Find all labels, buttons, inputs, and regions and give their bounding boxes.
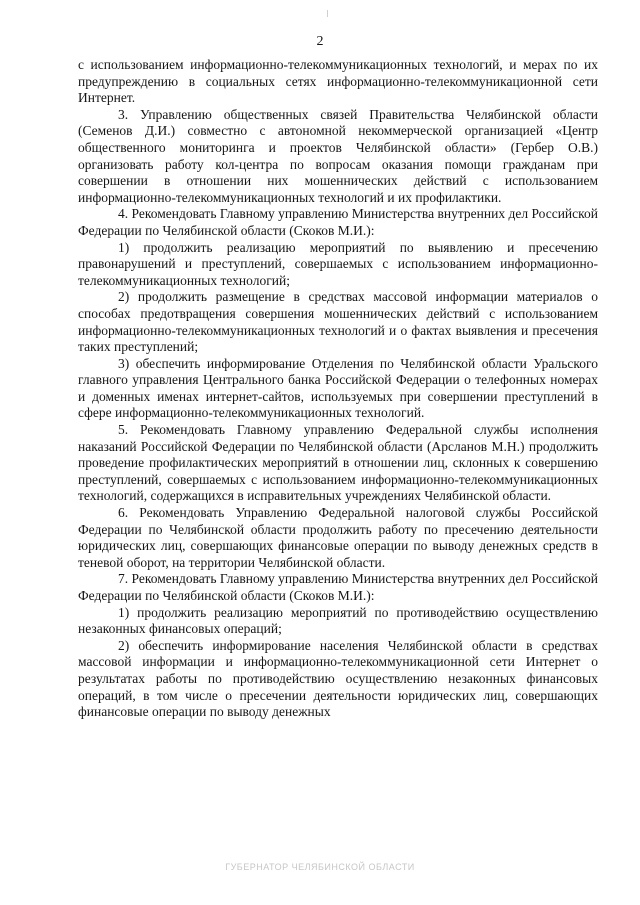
scan-mark — [327, 10, 328, 17]
paragraph-item-3: 3. Управлению общественных связей Правительства Челябинской области (Семенов Д.И.) совместно с автономной некоммерческой организацией «Центр общественного мониторинга и проектов Челябинской области» (Гербер О.В.) организовать работу кол-центра по вопросам оказания помощи гражданам при совершении в отношении них мошеннических действий с использованием информационно-телекоммуникационных технологий и их профилактики. — [78, 106, 598, 205]
paragraph-item-4: 4. Рекомендовать Главному управлению Министерства внутренних дел Российской Федерации по Челябинской области (Скоков М.И.): — [78, 206, 598, 238]
document-body — [78, 57, 598, 721]
paragraph-item-7-2: 2) обеспечить информирование населения Челябинской области в средствах массовой информации и информационно-телекоммуникационной сети Интернет о результатах работы по противодействию осуществлению незаконных финансовых операций, в том числе о пресечении деятельности юридических лиц, совершающих финансовые операции по выводу денежных — [78, 637, 598, 720]
paragraph-item-7: 7. Рекомендовать Главному управлению Министерства внутренних дел Российской Федерации по Челябинской области (Скоков М.И.): — [78, 571, 598, 603]
paragraph-item-4-2: 2) продолжить размещение в средствах массовой информации материалов о способах предотвращения совершения мошеннических действий с использованием информационно-телекоммуникационных технологий и о фактах выявления и пресечения таких преступлений; — [78, 289, 598, 355]
paragraph-item-6: 6. Рекомендовать Управлению Федеральной налоговой службы Российской Федерации по Челябинской области продолжить работу по пресечению деятельности юридических лиц, совершающих финансовые операции по выводу денежных средств в теневой оборот, на территории Челябинской области. — [78, 505, 598, 570]
paragraph-item-4-3: 3) обеспечить информирование Отделения по Челябинской области Уральского главного управления Центрального банка Российской Федерации о телефонных номерах и доменных именах интернет-сайтов, используемых при совершении преступлений в сфере информационно-телекоммуникационных технологий. — [78, 355, 598, 421]
paragraph-item-7-1: 1) продолжить реализацию мероприятий по противодействию осуществлению незаконных финансовых операций; — [78, 604, 598, 637]
page-number: 2 — [316, 34, 324, 49]
footer-stamp: ГУБЕРНАТОР ЧЕЛЯБИНСКОЙ ОБЛАСТИ — [225, 862, 415, 872]
paragraph-continuation: с использованием информационно-телекоммуникационных технологий, и мерах по их предупреждению в социальных сетях информационно-телекоммуникационной сети Интернет. — [78, 57, 598, 106]
paragraph-item-5: 5. Рекомендовать Главному управлению Федеральной службы исполнения наказаний Российской Федерации по Челябинской области (Арсланов М.Н.) продолжить проведение профилактических мероприятий в отношении лиц, склонных к совершению преступлений, совершаемых с использованием информационно-телекоммуникационных технологий, содержащихся в исправительных учреждениях Челябинской области. — [78, 422, 598, 504]
paragraph-item-4-1: 1) продолжить реализацию мероприятий по выявлению и пресечению правонарушений и преступлений, совершаемых с использованием информационно-телекоммуникационных технологий; — [78, 239, 598, 288]
